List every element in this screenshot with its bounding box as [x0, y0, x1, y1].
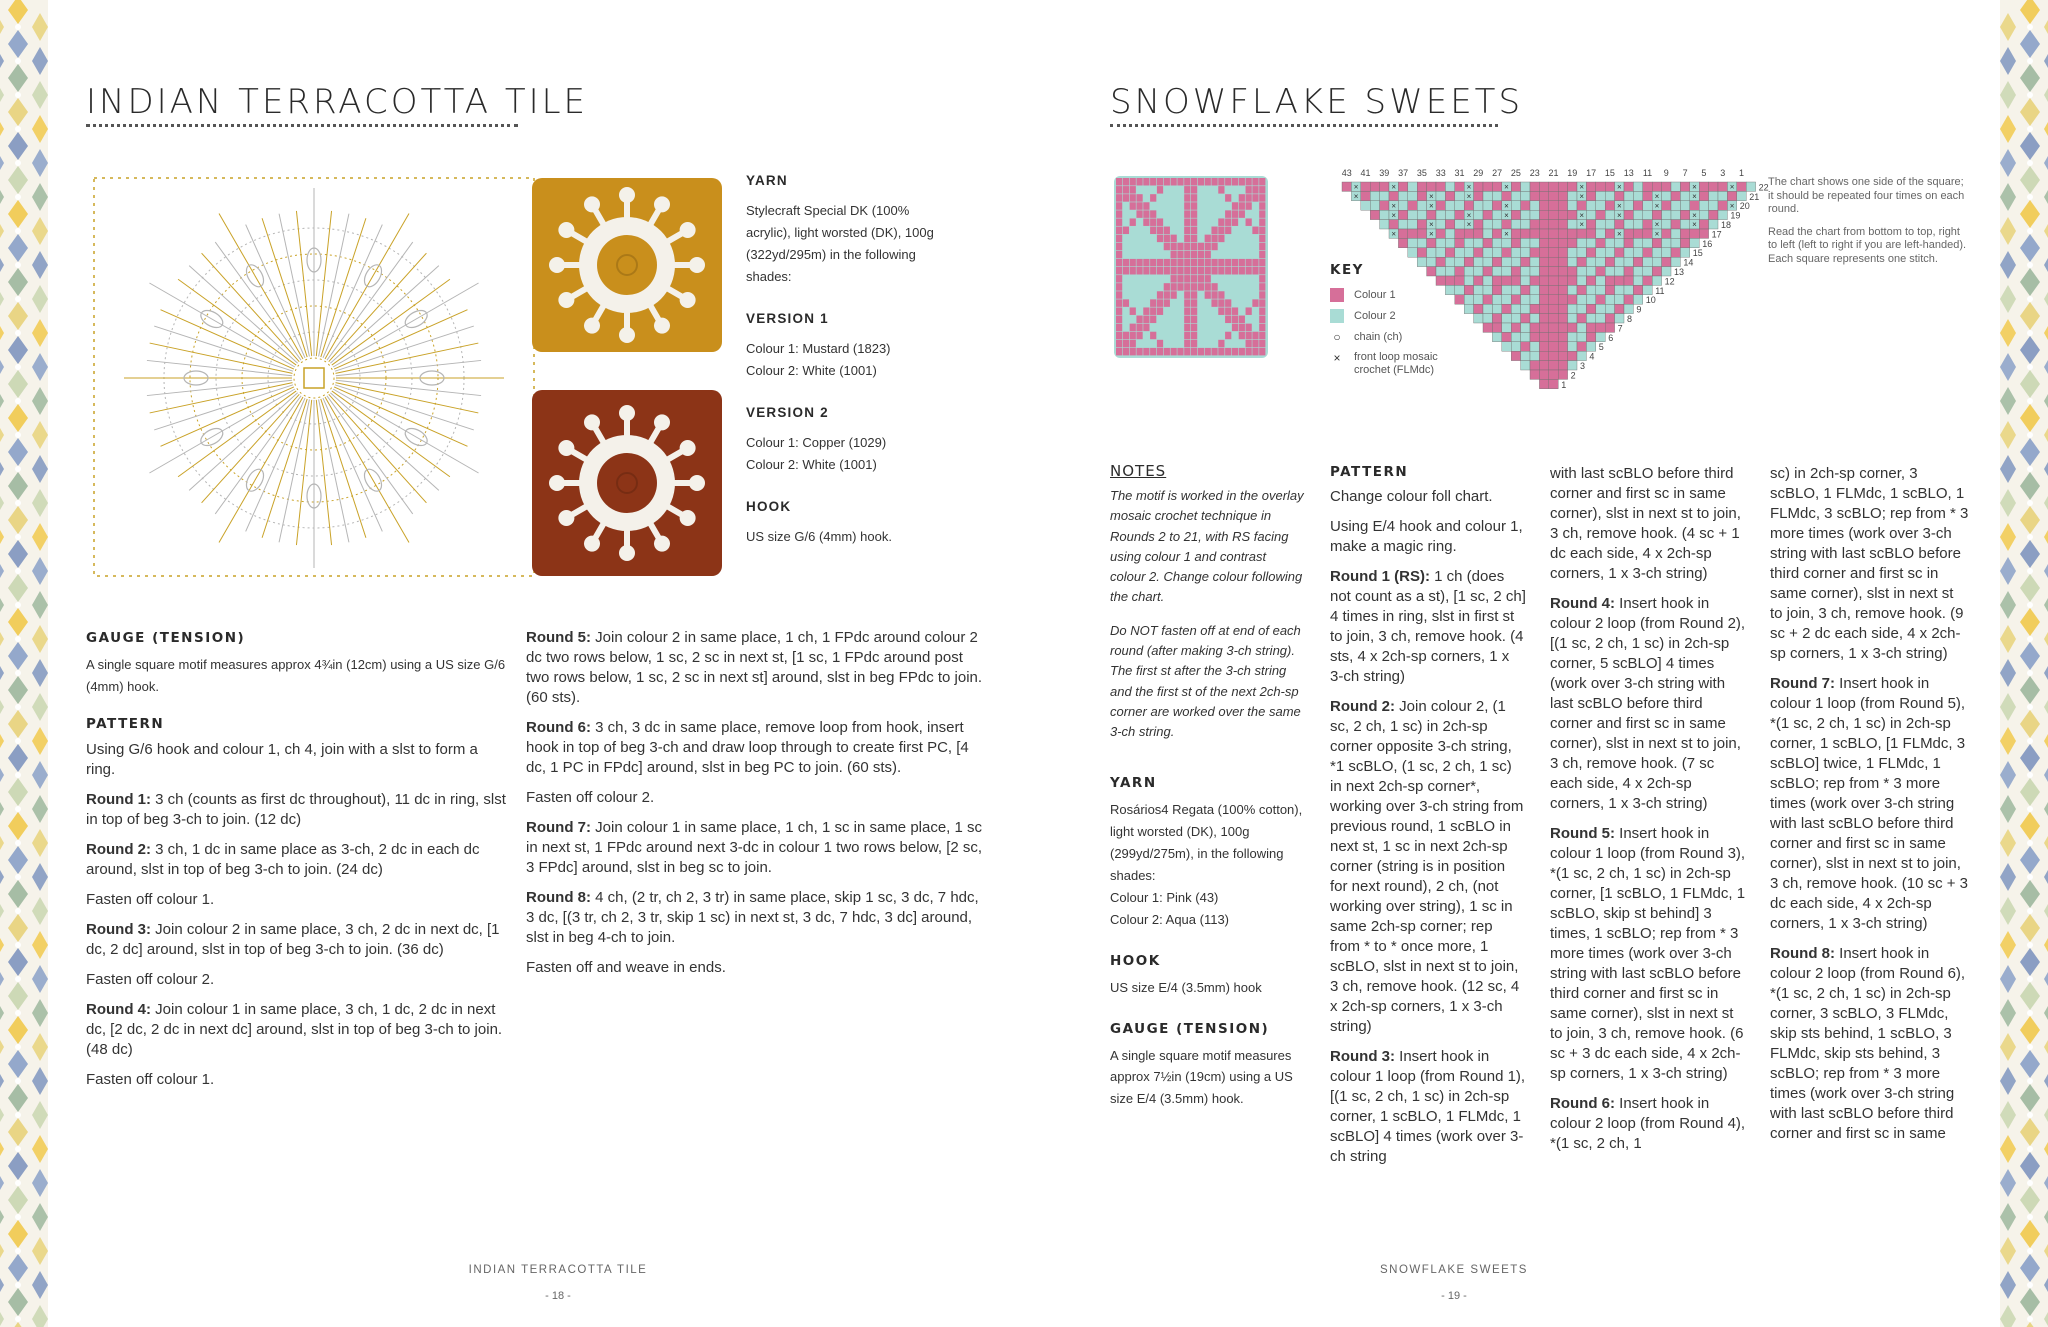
round-text: Insert hook in colour 1 loop (from Round 3), *(1 sc, 2 ch, 1 sc) in 2ch-sp corner, [1 scBLO, 1 FLMdc, 1 scBLO, skip st behind] 3 times, 1 scBLO; rep from * 3 more times (work over 3-ch string with last scBLO before third corner and first sc in same corner), slst in next st to join, 3 ch, remove hook. (6 sc + 3 dc each side, 4 x 2ch-sp corners, 1 x 3-ch string) — [1550, 825, 1746, 1082]
pattern-step — [1330, 567, 1526, 687]
svg-text:×: × — [1466, 192, 1472, 201]
round-label: Round 6: — [526, 719, 591, 736]
page-footer: SNOWFLAKE SWEETS — [1380, 1264, 1528, 1276]
chart-row-label: 9 — [1636, 304, 1642, 315]
round-label: Round 7: — [526, 819, 591, 836]
version2-colour2: Colour 2: White (1001) — [746, 457, 877, 472]
svg-text:×: × — [1654, 229, 1660, 239]
pattern-column-1 — [86, 740, 506, 1100]
svg-text:×: × — [1391, 182, 1397, 192]
svg-text:×: × — [1504, 210, 1509, 220]
round-text: Fasten off colour 2. — [86, 971, 215, 988]
yarn-description: Stylecraft Special DK (100% acrylic), light worsted (DK), 100g (322yd/295m) in the following shades: — [746, 203, 934, 284]
pattern-heading: PATTERN — [86, 716, 165, 732]
svg-text:×: × — [1729, 182, 1735, 192]
chart-column-label: 17 — [1586, 168, 1597, 178]
chart-column-label: 37 — [1398, 168, 1409, 178]
round-label: Round 3: — [1330, 1048, 1395, 1065]
title-underline — [86, 124, 518, 127]
hook-heading: HOOK — [1110, 952, 1161, 969]
right-tile-border — [2000, 0, 2048, 1327]
page-footer: INDIAN TERRACOTTA TILE — [468, 1264, 648, 1276]
yarn-colour1: Colour 1: Pink (43) — [1110, 889, 1219, 905]
version1-colour2: Colour 2: White (1001) — [746, 363, 877, 378]
pattern-step — [526, 718, 986, 778]
round-text: Insert hook in colour 1 loop (from Round 1), [(1 sc, 2 ch, 1 sc) in 2ch-sp corner, 1 scBLO, 1 FLMdc, 1 scBLO] 4 times (work over 3-ch string — [1330, 1048, 1526, 1165]
svg-text:×: × — [1616, 210, 1622, 220]
chart-row-label: 21 — [1749, 191, 1760, 202]
chart-column-label: 7 — [1682, 168, 1688, 178]
pattern-step — [526, 818, 986, 878]
key-item-chain: ○ chain (ch) — [1330, 330, 1470, 344]
key-item-colour1: Colour 1 — [1330, 288, 1470, 302]
svg-text:×: × — [1466, 220, 1472, 230]
pattern-step — [1330, 517, 1526, 557]
chart-row-label: 19 — [1730, 210, 1741, 221]
pattern-heading: PATTERN — [1330, 464, 1409, 480]
round-text: Join colour 2 in same place, 1 ch, 1 FPdc around colour 2 dc two rows below, 1 sc, 2 sc in next st, [1 sc, 1 FPdc around post two rows below, 1 sc, 2 sc in next st] around, slst in beg FPdc to join. (60 sts). — [526, 629, 983, 706]
chart-row-label: 3 — [1580, 361, 1586, 371]
round-text: Fasten off colour 1. — [86, 1071, 215, 1088]
svg-text:×: × — [1353, 192, 1359, 201]
round-label: Round 4: — [86, 1001, 151, 1018]
round-text: 3 ch, 3 dc in same place, remove loop from hook, insert hook in top of beg 3-ch and draw loop through to create first PC, [4 dc, 1 PC in FPdc] around, slst in beg PC to join. (60 sts). — [526, 719, 969, 776]
left-page — [48, 0, 1024, 1327]
chart-row-label: 16 — [1702, 238, 1713, 249]
gauge-heading: GAUGE (TENSION) — [1110, 1020, 1270, 1037]
round-text: Join colour 2, (1 sc, 2 ch, 1 sc) in 2ch-sp corner opposite 3-ch string, *1 scBLO, (1 sc, 2 ch, 1 sc) in next 2ch-sp corner*, working over 3-ch string from previous round, 1 scBLO in next st, 1 sc in next 2ch-sp corner (string is in position for next round), 2 ch, (not working over string), 1 sc in same 2ch-sp corner; rep from * to * once more, 1 scBLO, slst in next st to join, 3 ch, remove hook. (12 sc, 4 x 2ch-sp corners, 1 x 3-ch string) — [1330, 698, 1524, 1035]
chart-column-label: 39 — [1379, 168, 1390, 178]
svg-text:×: × — [1616, 182, 1622, 192]
svg-text:×: × — [1353, 182, 1359, 192]
chart-column-label: 41 — [1360, 168, 1371, 178]
round-label: Round 8: — [1770, 945, 1835, 962]
svg-text:×: × — [1428, 192, 1434, 201]
notes-para-2: Do NOT fasten off at end of each round (after making 3-ch string). The first st after the 3-ch string and the first st of the next 2ch-sp corner are worked over the same 3-ch string. — [1110, 622, 1301, 740]
svg-text:×: × — [1504, 201, 1509, 211]
pattern-step — [1770, 464, 1970, 664]
pattern-step — [86, 840, 506, 880]
round-text: 3 ch, 1 dc in same place as 3-ch, 2 dc in each dc around, slst in top of beg 3-ch to join. (24 dc) — [86, 841, 480, 878]
svg-text:×: × — [1616, 201, 1622, 211]
notes-column — [1110, 462, 1304, 1109]
round-text: Fasten off colour 1. — [86, 891, 215, 908]
round-label: Round 8: — [526, 889, 591, 906]
chart-row-label: 14 — [1683, 257, 1694, 268]
pattern-intro: Using G/6 hook and colour 1, ch 4, join with a slst to form a ring. — [86, 741, 478, 778]
chart-row-label: 10 — [1645, 295, 1656, 306]
svg-text:×: × — [1654, 220, 1660, 230]
chart-column-label: 35 — [1416, 168, 1427, 178]
chart-row-label: 7 — [1617, 323, 1623, 334]
chart-column-label: 11 — [1642, 168, 1653, 178]
round-label: Round 3: — [86, 921, 151, 938]
chart-note-2: Read the chart from bottom to top, right to left (left to right if you are left-handed). Each square represents one stitch. — [1768, 225, 1967, 265]
chart-row-label: 15 — [1692, 248, 1703, 259]
page-title: INDIAN TERRACOTTA TILE — [86, 82, 589, 122]
pattern-step — [1550, 1094, 1746, 1154]
svg-text:×: × — [1729, 201, 1735, 211]
gauge-heading: GAUGE (TENSION) — [86, 630, 246, 646]
chart-row-label: 17 — [1711, 229, 1722, 240]
chart-row-label: 4 — [1589, 351, 1595, 362]
round-label: Round 7: — [1770, 675, 1835, 692]
svg-text:×: × — [1391, 229, 1397, 239]
round-label: Round 4: — [1550, 595, 1615, 612]
right-page — [1024, 0, 2000, 1327]
chart-row-label: 1 — [1561, 379, 1567, 390]
left-tile-border — [0, 0, 48, 1327]
mustard-tile-photo — [528, 174, 726, 356]
svg-text:×: × — [1654, 201, 1660, 211]
version1-heading: VERSION 1 — [746, 311, 829, 326]
pattern-column-2 — [526, 628, 986, 988]
chart-row-label: 18 — [1721, 220, 1732, 230]
title-underline — [1110, 124, 1498, 127]
round-text: 4 ch, (2 tr, ch 2, 3 tr) in same place, skip 1 sc, 3 dc, 7 hdc, 3 dc, [(3 tr, ch 2, 3 tr, skip 1 sc) in next st, 3 dc, 7 hdc, 3 dc] around, slst in beg 4-ch to join. — [526, 889, 979, 946]
yarn-heading: YARN — [746, 173, 788, 188]
chart-column-label: 33 — [1435, 168, 1446, 178]
page-number: - 19 - — [1441, 1290, 1467, 1302]
gauge-text: A single square motif measures approx 4¾in (12cm) using a US size G/6 (4mm) hook. — [86, 657, 506, 694]
round-label: Round 5: — [526, 629, 591, 646]
round-label: Round 5: — [1550, 825, 1615, 842]
chart-note-1: The chart shows one side of the square; it should be repeated four times on each round. — [1768, 176, 1965, 215]
chart-column-label: 3 — [1720, 168, 1726, 178]
svg-text:×: × — [1579, 192, 1585, 201]
chart-column-label: 1 — [1738, 168, 1745, 178]
chart-row-label: 22 — [1758, 182, 1769, 193]
chart-column-label: 19 — [1567, 168, 1578, 178]
circle-icon: ○ — [1333, 330, 1341, 344]
yarn-description: Rosários4 Regata (100% cotton), light worsted (DK), 100g (299yd/275m), in the following shades: — [1110, 801, 1303, 883]
chart-row-label: 11 — [1655, 285, 1665, 296]
pattern-column-2 — [1550, 464, 1746, 1164]
svg-text:×: × — [1692, 220, 1697, 230]
chart-row-label: 5 — [1598, 342, 1604, 353]
round-label: Round 2: — [1330, 698, 1395, 715]
svg-text:×: × — [1466, 210, 1472, 220]
svg-text:×: × — [1504, 229, 1509, 239]
round-text: with last scBLO before third corner and first sc in same corner), slst in next st to join, 3 ch, remove hook. (4 sc + 1 dc each side, 4 x 2ch-sp corners, 1 x 3-ch string) — [1550, 465, 1741, 582]
chart-column-label: 25 — [1510, 168, 1521, 178]
pattern-step — [86, 890, 506, 910]
pattern-step — [86, 1070, 506, 1090]
key-heading: KEY — [1330, 262, 1364, 278]
pattern-step — [86, 790, 506, 830]
pattern-step — [86, 1000, 506, 1060]
hook-heading: HOOK — [746, 499, 792, 514]
pattern-step — [1550, 824, 1746, 1084]
yarn-colour2: Colour 2: Aqua (113) — [1110, 911, 1229, 927]
svg-text:×: × — [1428, 229, 1434, 239]
chart-column-label: 15 — [1604, 168, 1615, 178]
pattern-step — [1550, 464, 1746, 584]
svg-text:×: × — [1692, 192, 1697, 201]
round-label: Round 6: — [1550, 1095, 1615, 1112]
round-text: Join colour 1 in same place, 1 ch, 1 sc in same place, 1 sc in next st, 1 FPdc around next 3-dc in colour 1 two rows below, [2 sc, 3 FPdc] around, slst in beg sc to join. — [526, 819, 983, 876]
pattern-step — [1330, 1047, 1526, 1167]
hook-text: US size G/6 (4mm) hook. — [746, 529, 892, 544]
svg-text:×: × — [1391, 210, 1397, 220]
pattern-step — [1330, 487, 1526, 507]
round-text: 1 ch (does not count as a st), [1 sc, 2 ch] 4 times in ring, slst in first st to join, 3 ch, remove hook. (4 sts, 4 x 2ch-sp corners, 1 x 3-ch string) — [1330, 568, 1526, 685]
pattern-step — [526, 628, 986, 708]
round-text: Join colour 1 in same place, 3 ch, 1 dc, 2 dc in next dc, [2 dc, 2 dc in next dc] around, slst in top of beg 3-ch to join. (48 dc) — [86, 1001, 503, 1058]
chart-row-label: 20 — [1739, 201, 1750, 212]
page-number: - 18 - — [545, 1290, 571, 1302]
pattern-step — [1770, 944, 1970, 1144]
pattern-column-3 — [1770, 464, 1970, 1154]
svg-text:×: × — [1579, 220, 1585, 230]
snowflake-tile-photo — [1110, 172, 1272, 362]
chart-column-label: 43 — [1341, 168, 1352, 178]
pattern-step — [526, 958, 986, 978]
notes-para-1: The motif is worked in the overlay mosaic crochet technique in Rounds 2 to 21, with RS facing using colour 1 and contrast colour 2. Change colour following the chart. — [1110, 488, 1304, 605]
svg-text:×: × — [1391, 201, 1397, 211]
svg-text:×: × — [1579, 182, 1585, 192]
round-text: Insert hook in colour 2 loop (from Round 6), *(1 sc, 2 ch, 1 sc) in 2ch-sp corner, 3 scBLO, 3 FLMdc, skip sts behind, 1 scBLO, 3 FLMdc, skip sts behind, 3 scBLO; rep from * 3 more times (work over 3-ch string with last scBLO before third corner and first sc in same — [1770, 945, 1966, 1142]
round-text: sc) in 2ch-sp corner, 3 scBLO, 1 FLMdc, 1 scBLO, 1 FLMdc, 3 scBLO; rep from * 3 more times (work over 3-ch string with last scBLO before third corner and first sc in same corner), slst in next st to join, 3 ch, remove hook. (9 sc + 2 dc each side, 4 x 2ch-sp corners, 1 x 3-ch string) — [1770, 465, 1969, 662]
chart-column-label: 21 — [1548, 168, 1559, 178]
version2-heading: VERSION 2 — [746, 405, 829, 420]
svg-text:×: × — [1616, 229, 1622, 239]
round-text: Join colour 2 in same place, 3 ch, 2 dc in next dc, [1 dc, 2 dc] around, slst in top of beg 3-ch to join. (36 dc) — [86, 921, 500, 958]
yarn-heading: YARN — [1110, 774, 1157, 791]
chart-row-label: 6 — [1608, 332, 1614, 343]
round-label: Round 1 (RS): — [1330, 568, 1430, 585]
chart-row-label: 13 — [1674, 267, 1685, 277]
copper-tile-photo — [528, 386, 726, 580]
page-title: SNOWFLAKE SWEETS — [1110, 82, 1524, 122]
pattern-step — [86, 970, 506, 990]
pattern-step — [526, 888, 986, 948]
round-text: Insert hook in colour 2 loop (from Round 4), *(1 sc, 2 ch, 1 — [1550, 1095, 1746, 1152]
version2-colour1: Colour 1: Copper (1029) — [746, 435, 887, 450]
round-text: 3 ch (counts as first dc throughout), 11 dc in ring, slst in top of beg 3-ch to join. (12 dc) — [86, 791, 506, 828]
pattern-step — [86, 920, 506, 960]
crochet-diagram — [88, 172, 540, 584]
round-text: Change colour foll chart. — [1330, 488, 1493, 505]
pattern-step — [1550, 594, 1746, 814]
pattern-step — [1770, 674, 1970, 934]
chart-key — [1330, 262, 1470, 384]
chart-row-label: 12 — [1664, 276, 1675, 287]
round-text: Fasten off and weave in ends. — [526, 959, 726, 976]
round-label: Round 2: — [86, 841, 151, 858]
pink-swatch-icon — [1330, 288, 1344, 302]
chart-column-label: 31 — [1454, 168, 1465, 178]
round-label: Round 1: — [86, 791, 151, 808]
pattern-step — [526, 788, 986, 808]
chart-column-label: 13 — [1623, 168, 1634, 178]
round-text: Insert hook in colour 2 loop (from Round 2), [(1 sc, 2 ch, 1 sc) in 2ch-sp corner, 5 scBLO] 4 times (work over 3-ch string with last scBLO before third corner and first sc in same corner), slst in next st to join, 3 ch, remove hook. (7 sc each side, 4 x 2ch-sp corners, 1 x 3-ch string) — [1550, 595, 1746, 812]
chart-row-label: 8 — [1627, 314, 1633, 324]
svg-text:×: × — [1579, 210, 1585, 220]
key-item-colour2: Colour 2 — [1330, 309, 1470, 323]
svg-text:×: × — [1466, 182, 1472, 192]
chart-notes — [1768, 176, 1968, 266]
chart-column-label: 29 — [1473, 168, 1484, 178]
aqua-swatch-icon — [1330, 309, 1344, 323]
hook-text: US size E/4 (3.5mm) hook — [1110, 979, 1262, 995]
round-text: Using E/4 hook and colour 1, make a magic ring. — [1330, 518, 1523, 555]
svg-text:×: × — [1428, 220, 1434, 230]
chart-column-label: 5 — [1701, 168, 1707, 178]
materials-panel — [746, 170, 946, 568]
notes-heading: NOTES — [1110, 462, 1167, 480]
round-text: Fasten off colour 2. — [526, 789, 655, 806]
svg-text:×: × — [1692, 210, 1697, 220]
svg-text:×: × — [1428, 201, 1434, 211]
cross-icon: × — [1333, 351, 1341, 365]
pattern-column-1 — [1330, 487, 1526, 1177]
svg-text:×: × — [1692, 182, 1697, 192]
gauge-text: A single square motif measures approx 7½in (19cm) using a US size E/4 (3.5mm) hook. — [1110, 1047, 1293, 1106]
chart-column-label: 9 — [1663, 168, 1669, 178]
version1-colour1: Colour 1: Mustard (1823) — [746, 341, 891, 356]
chart-column-label: 27 — [1492, 168, 1503, 178]
chart-row-label: 2 — [1570, 370, 1576, 381]
round-text: Insert hook in colour 1 loop (from Round 5), *(1 sc, 2 ch, 1 sc) in 2ch-sp corner, 1 scBLO, [1 FLMdc, 3 scBLO] twice, 1 FLMdc, 1 scBLO; rep from * 3 more times (work over 3-ch string with last scBLO before third corner and first sc in same corner), slst in next st to join, 3 ch, remove hook. (10 sc + 3 dc each side, 4 x 2ch-sp corners, 1 x 3-ch string) — [1770, 675, 1969, 932]
svg-text:×: × — [1504, 182, 1509, 192]
key-item-flmdc: × front loop mosaic crochet (FLMdc) — [1330, 351, 1470, 377]
chart-column-label: 23 — [1529, 168, 1540, 178]
svg-text:×: × — [1654, 192, 1660, 201]
pattern-step — [1330, 697, 1526, 1037]
